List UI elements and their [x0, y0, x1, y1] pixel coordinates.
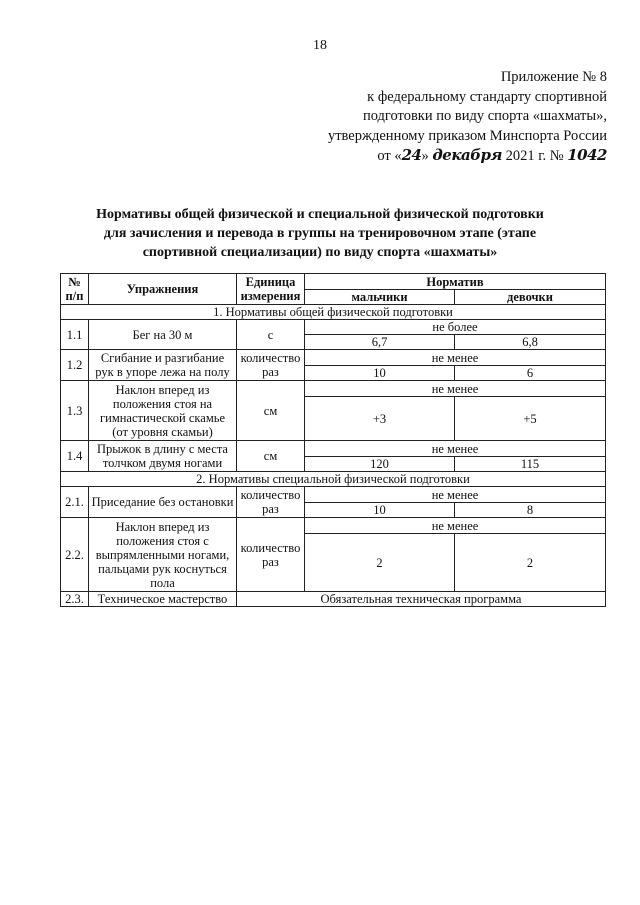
header-exercise: Упражнения: [89, 274, 237, 305]
row-number: 1.3: [61, 381, 89, 441]
handwritten-day: 24: [401, 146, 422, 164]
appendix-line-3: подготовки по виду спорта «шахматы»,: [362, 108, 607, 124]
header-num: № п/п: [61, 274, 89, 305]
header-norm: Норматив: [305, 274, 606, 290]
row-boys-value: +3: [305, 397, 455, 441]
row-exercise: Сгибание и разгибание рук в упоре лежа на полу: [89, 350, 237, 381]
row-condition: не менее: [305, 381, 606, 397]
handwritten-order-number: 1042: [567, 146, 607, 164]
row-exercise: Прыжок в длину с места толчком двумя ногами: [89, 441, 237, 472]
title-line-1: Нормативы общей физической и специальной физической подготовки: [96, 207, 544, 222]
row-girls-value: 6,8: [455, 335, 606, 350]
section-1-header: 1. Нормативы общей физической подготовки: [61, 305, 606, 320]
row-condition: не менее: [305, 350, 606, 366]
norms-table: [60, 273, 606, 607]
row-exercise: Наклон вперед из положения стоя с выпрямленными ногами, пальцами рук коснуться пола: [89, 518, 237, 592]
row-unit: количество раз: [237, 350, 305, 381]
handwritten-month: декабря: [432, 146, 502, 164]
row-girls-value: +5: [455, 397, 606, 441]
row-number: 2.3.: [61, 592, 89, 607]
header-girls: девочки: [455, 290, 606, 305]
appendix-line-4: утвержденному приказом Минспорта России: [327, 127, 607, 144]
appendix-date-line: [277, 146, 607, 167]
row-norm-program: Обязательная техническая программа: [237, 592, 606, 607]
row-exercise: Наклон вперед из положения стоя на гимнастической скамье (от уровня скамьи): [89, 381, 237, 441]
row-boys-value: 120: [305, 457, 455, 472]
title-line-2: для зачисления и перевода в группы на тренировочном этапе (этапе: [103, 226, 537, 241]
row-girls-value: 8: [455, 503, 606, 518]
row-condition: не менее: [305, 518, 606, 534]
row-condition: не менее: [305, 487, 606, 503]
header-unit: Единица измерения: [237, 274, 305, 305]
row-girls-value: 6: [455, 366, 606, 381]
page-number: 18: [313, 38, 327, 53]
title-line-3: спортивной специализации) по виду спорта «шахматы»: [142, 245, 498, 260]
row-boys-value: 10: [305, 503, 455, 518]
row-unit: см: [237, 441, 305, 472]
row-number: 2.1.: [61, 487, 89, 518]
row-number: 2.2.: [61, 518, 89, 592]
row-unit: см: [237, 381, 305, 441]
row-number: 1.1: [61, 320, 89, 350]
row-exercise: Бег на 30 м: [89, 320, 237, 350]
row-boys-value: 2: [305, 534, 455, 592]
row-boys-value: 6,7: [305, 335, 455, 350]
date-mid: »: [421, 148, 433, 164]
row-girls-value: 2: [455, 534, 606, 592]
appendix-line-2: к федеральному стандарту спортивной: [367, 88, 607, 105]
row-unit: количество раз: [237, 518, 305, 592]
row-exercise: Приседание без остановки: [89, 487, 237, 518]
section-2-header: 2. Нормативы специальной физической подготовки: [61, 472, 606, 487]
row-number: 1.4: [61, 441, 89, 472]
row-exercise: Техническое мастерство: [89, 592, 237, 607]
header-boys: мальчики: [305, 290, 455, 305]
row-girls-value: 115: [455, 457, 606, 472]
row-boys-value: 10: [305, 366, 455, 381]
date-prefix: от «: [377, 148, 402, 164]
appendix-block: [277, 68, 607, 167]
row-condition: не менее: [305, 441, 606, 457]
appendix-title: Приложение № 8: [500, 69, 607, 85]
row-unit: с: [237, 320, 305, 350]
row-number: 1.2: [61, 350, 89, 381]
year-text: 2021 г. №: [501, 148, 568, 164]
row-condition: не более: [305, 320, 606, 335]
document-title: [60, 205, 580, 262]
row-unit: количество раз: [237, 487, 305, 518]
